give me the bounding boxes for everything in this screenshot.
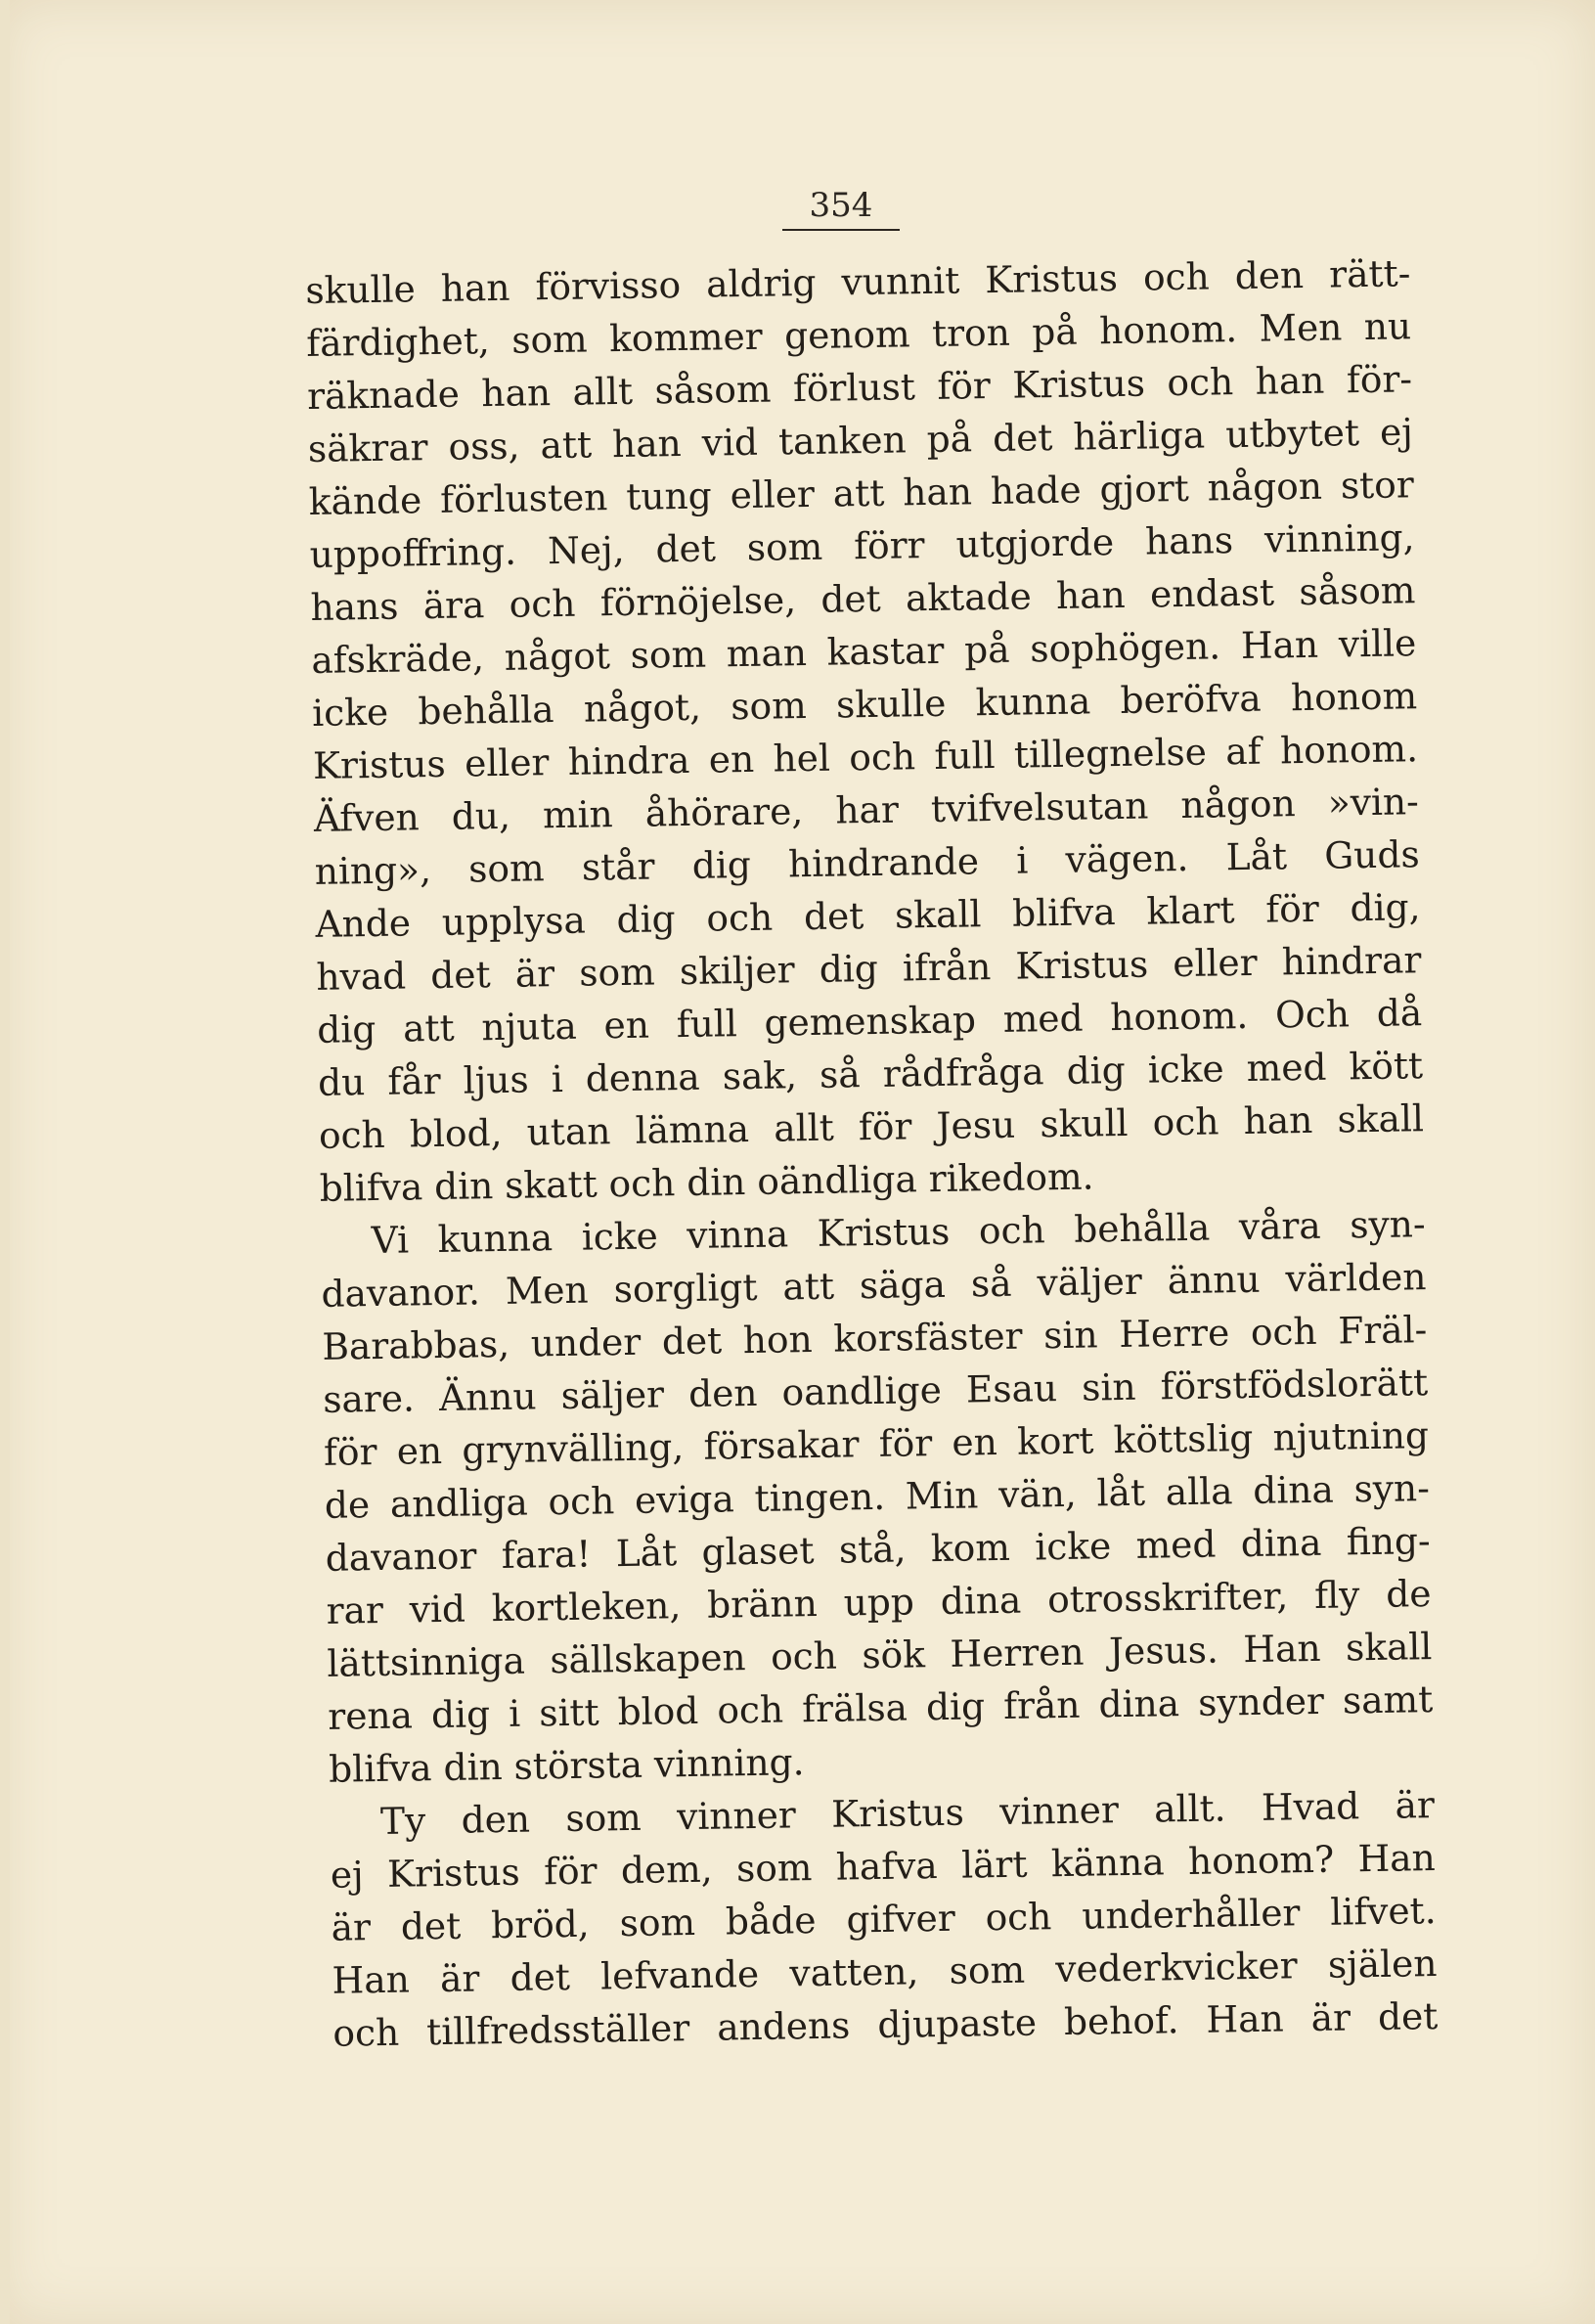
text-line: Äfven du, min åhörare, har tvifvelsutan någon »vin- — [313, 780, 1420, 840]
body-text — [305, 246, 1439, 2060]
text-line: icke behålla något, som skulle kunna beröfva honom — [311, 674, 1418, 735]
text-line: säkrar oss, att han vid tanken på det härliga utbytet ej — [307, 410, 1414, 470]
text-line: ning», som står dig hindrande i vägen. Låt Guds — [314, 832, 1420, 893]
text-line: är det bröd, som både gifver och underhåller lifvet. — [331, 1889, 1437, 1949]
text-line: du får ljus i denna sak, så rådfråga dig icke med kött — [317, 1044, 1424, 1104]
text-line: kände förlusten tung eller att han hade gjort någon stor — [308, 463, 1415, 523]
text-line: och tillfredsställer andens djupaste behof. Han är det — [332, 1994, 1439, 2055]
text-line: uppoffring. Nej, det som förr utgjorde hans vinning, — [309, 515, 1415, 576]
text-line: rar vid kortleken, bränn upp dina otrosskrifter, fly de — [326, 1572, 1432, 1632]
text-line: Ande upplysa dig och det skall blifva klart för dig, — [315, 885, 1421, 946]
text-line: färdighet, som kommer genom tron på honom. Men nu — [305, 304, 1412, 365]
text-line: de andliga och eviga tingen. Min vän, låt alla dina syn- — [324, 1466, 1431, 1527]
text-line: för en grynvälling, försakar för en kort köttslig njutning — [323, 1413, 1430, 1474]
text-line: och blod, utan lämna allt för Jesu skull och han skall — [318, 1096, 1425, 1157]
page-number: 354 — [782, 186, 900, 231]
text-line: Han är det lefvande vatten, som vederkvicker själen — [332, 1942, 1438, 2002]
text-line: Vi kunna icke vinna Kristus och behålla våra syn- — [371, 1202, 1426, 1263]
text-line: sare. Ännu säljer den oandlige Esau sin förstfödslorätt — [322, 1361, 1429, 1421]
text-line: blifva din skatt och din oändliga rikedom. — [319, 1154, 1094, 1210]
text-line: hans ära och förnöjelse, det aktade han endast såsom — [310, 568, 1416, 629]
text-line: räknade han allt såsom förlust för Kristus och han för- — [306, 357, 1413, 418]
text-line: Barabbas, under det hon korsfäster sin Herre och Fräl- — [322, 1308, 1428, 1368]
text-line: lättsinniga sällskapen och sök Herren Jesus. Han skall — [327, 1625, 1433, 1685]
text-line: dig att njuta en full gemenskap med honom. Och då — [316, 991, 1423, 1051]
text-line: ej Kristus för dem, som hafva lärt känna honom? Han — [330, 1836, 1437, 1897]
text-line: skulle han förvisso aldrig vunnit Kristus och den rätt- — [305, 251, 1411, 312]
text-line: hvad det är som skiljer dig ifrån Kristus eller hindrar — [316, 938, 1422, 999]
text-line: blifva din största vinning. — [328, 1740, 805, 1791]
text-line: davanor. Men sorgligt att säga så väljer ännu världen — [321, 1255, 1427, 1316]
text-line: Kristus eller hindra en hel och full tillegnelse af honom. — [312, 727, 1419, 787]
page-edge — [0, 0, 10, 2324]
text-line: davanor fara! Låt glaset stå, kom icke med dina fing- — [325, 1519, 1431, 1580]
text-line: afskräde, något som man kastar på sophögen. Han ville — [311, 621, 1417, 682]
text-line: Ty den som vinner Kristus vinner allt. Hvad är — [379, 1783, 1436, 1843]
text-line: rena dig i sitt blod och frälsa dig från dina synder samt — [327, 1677, 1434, 1738]
